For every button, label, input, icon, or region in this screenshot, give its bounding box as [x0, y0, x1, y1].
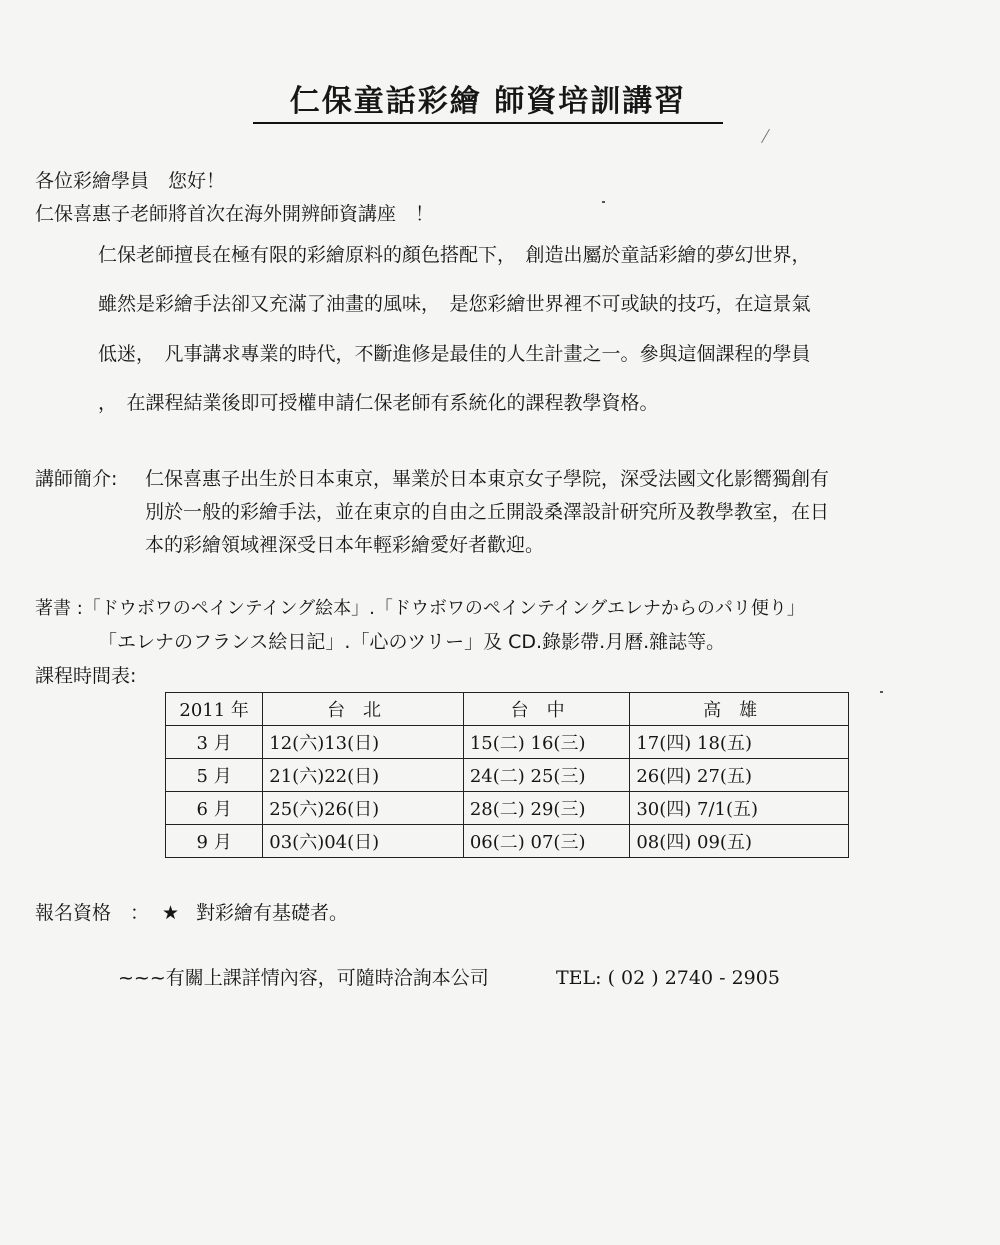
kaohsiung-cell: 26(四) 27(五) — [630, 759, 849, 792]
table-row — [166, 825, 849, 858]
month-cell: 5 月 — [166, 759, 263, 792]
intro-line: 雖然是彩繪手法卻又充滿了油畫的風味， 是您彩繪世界裡不可或缺的技巧，在這景氣 — [98, 293, 811, 315]
kaohsiung-cell: 08(四) 09(五) — [630, 825, 849, 858]
books-line-2: 「エレナのフランス絵日記」.「心のツリー」及 CD.錄影帶.月曆.雜誌等。 — [98, 631, 726, 653]
header-taichung: 台中 — [463, 693, 629, 726]
books-line-1: 著書 :「ドウボワのペインテイング絵本」.「ドウボワのペインテイングエレナからのパリ便り」 — [35, 598, 805, 619]
registration-label: 報名資格 ： — [35, 902, 150, 924]
taipei-cell: 03(六)04(日) — [263, 825, 464, 858]
star-icon: ★ — [162, 902, 180, 924]
schedule-label: 課程時間表: — [35, 665, 137, 687]
schedule-table — [165, 692, 849, 858]
instructor-line: 別於一般的彩繪手法，並在東京的自由之丘開設桑澤設計研究所及教學教室，在日 — [145, 501, 830, 523]
taipei-cell: 25(六)26(日) — [263, 792, 464, 825]
scan-speck — [602, 201, 605, 203]
instructor-label: 講師簡介: — [35, 468, 118, 490]
kaohsiung-cell: 17(四) 18(五) — [630, 726, 849, 759]
scan-speck — [880, 691, 883, 693]
intro-line: 低迷， 凡事講求專業的時代，不斷進修是最佳的人生計畫之一。參與這個課程的學員 — [98, 343, 811, 365]
taipei-cell: 21(六)22(日) — [263, 759, 464, 792]
scan-mark — [761, 129, 770, 143]
header-taipei: 台北 — [263, 693, 464, 726]
table-row — [166, 792, 849, 825]
taipei-cell: 12(六)13(日) — [263, 726, 464, 759]
taichung-cell: 15(二) 16(三) — [463, 726, 629, 759]
table-row — [166, 759, 849, 792]
registration-text: 對彩繪有基礎者。 — [196, 902, 349, 924]
kaohsiung-cell: 30(四) 7/1(五) — [630, 792, 849, 825]
intro-line: ， 在課程結業後即可授權申請仁保老師有系統化的課程教學資格。 — [98, 392, 659, 414]
contact-text: ~~~有關上課詳情內容，可隨時洽詢本公司 — [118, 967, 489, 989]
month-cell: 9 月 — [166, 825, 263, 858]
month-cell: 6 月 — [166, 792, 263, 825]
taichung-cell: 24(二) 25(三) — [463, 759, 629, 792]
taichung-cell: 28(二) 29(三) — [463, 792, 629, 825]
instructor-line: 本的彩繪領域裡深受日本年輕彩繪愛好者歡迎。 — [145, 534, 545, 556]
taichung-cell: 06(二) 07(三) — [463, 825, 629, 858]
instructor-line: 仁保喜惠子出生於日本東京，畢業於日本東京女子學院，深受法國文化影嚮獨創有 — [145, 468, 830, 490]
month-cell: 3 月 — [166, 726, 263, 759]
table-row — [166, 726, 849, 759]
greeting-line-2: 仁保喜惠子老師將首次在海外開辨師資講座 ！ — [35, 203, 435, 225]
intro-line: 仁保老師擅長在極有限的彩繪原料的顏色搭配下， 創造出屬於童話彩繪的夢幻世界， — [98, 244, 811, 266]
header-kaohsiung: 高雄 — [630, 693, 849, 726]
table-header-row — [166, 693, 849, 726]
greeting-line-1: 各位彩繪學員 您好！ — [35, 170, 226, 192]
header-year: 2011 年 — [166, 693, 263, 726]
page-title: 仁保童話彩繪 師資培訓講習 — [253, 76, 723, 124]
contact-phone: TEL: ( 02 ) 2740 - 2905 — [556, 967, 780, 989]
